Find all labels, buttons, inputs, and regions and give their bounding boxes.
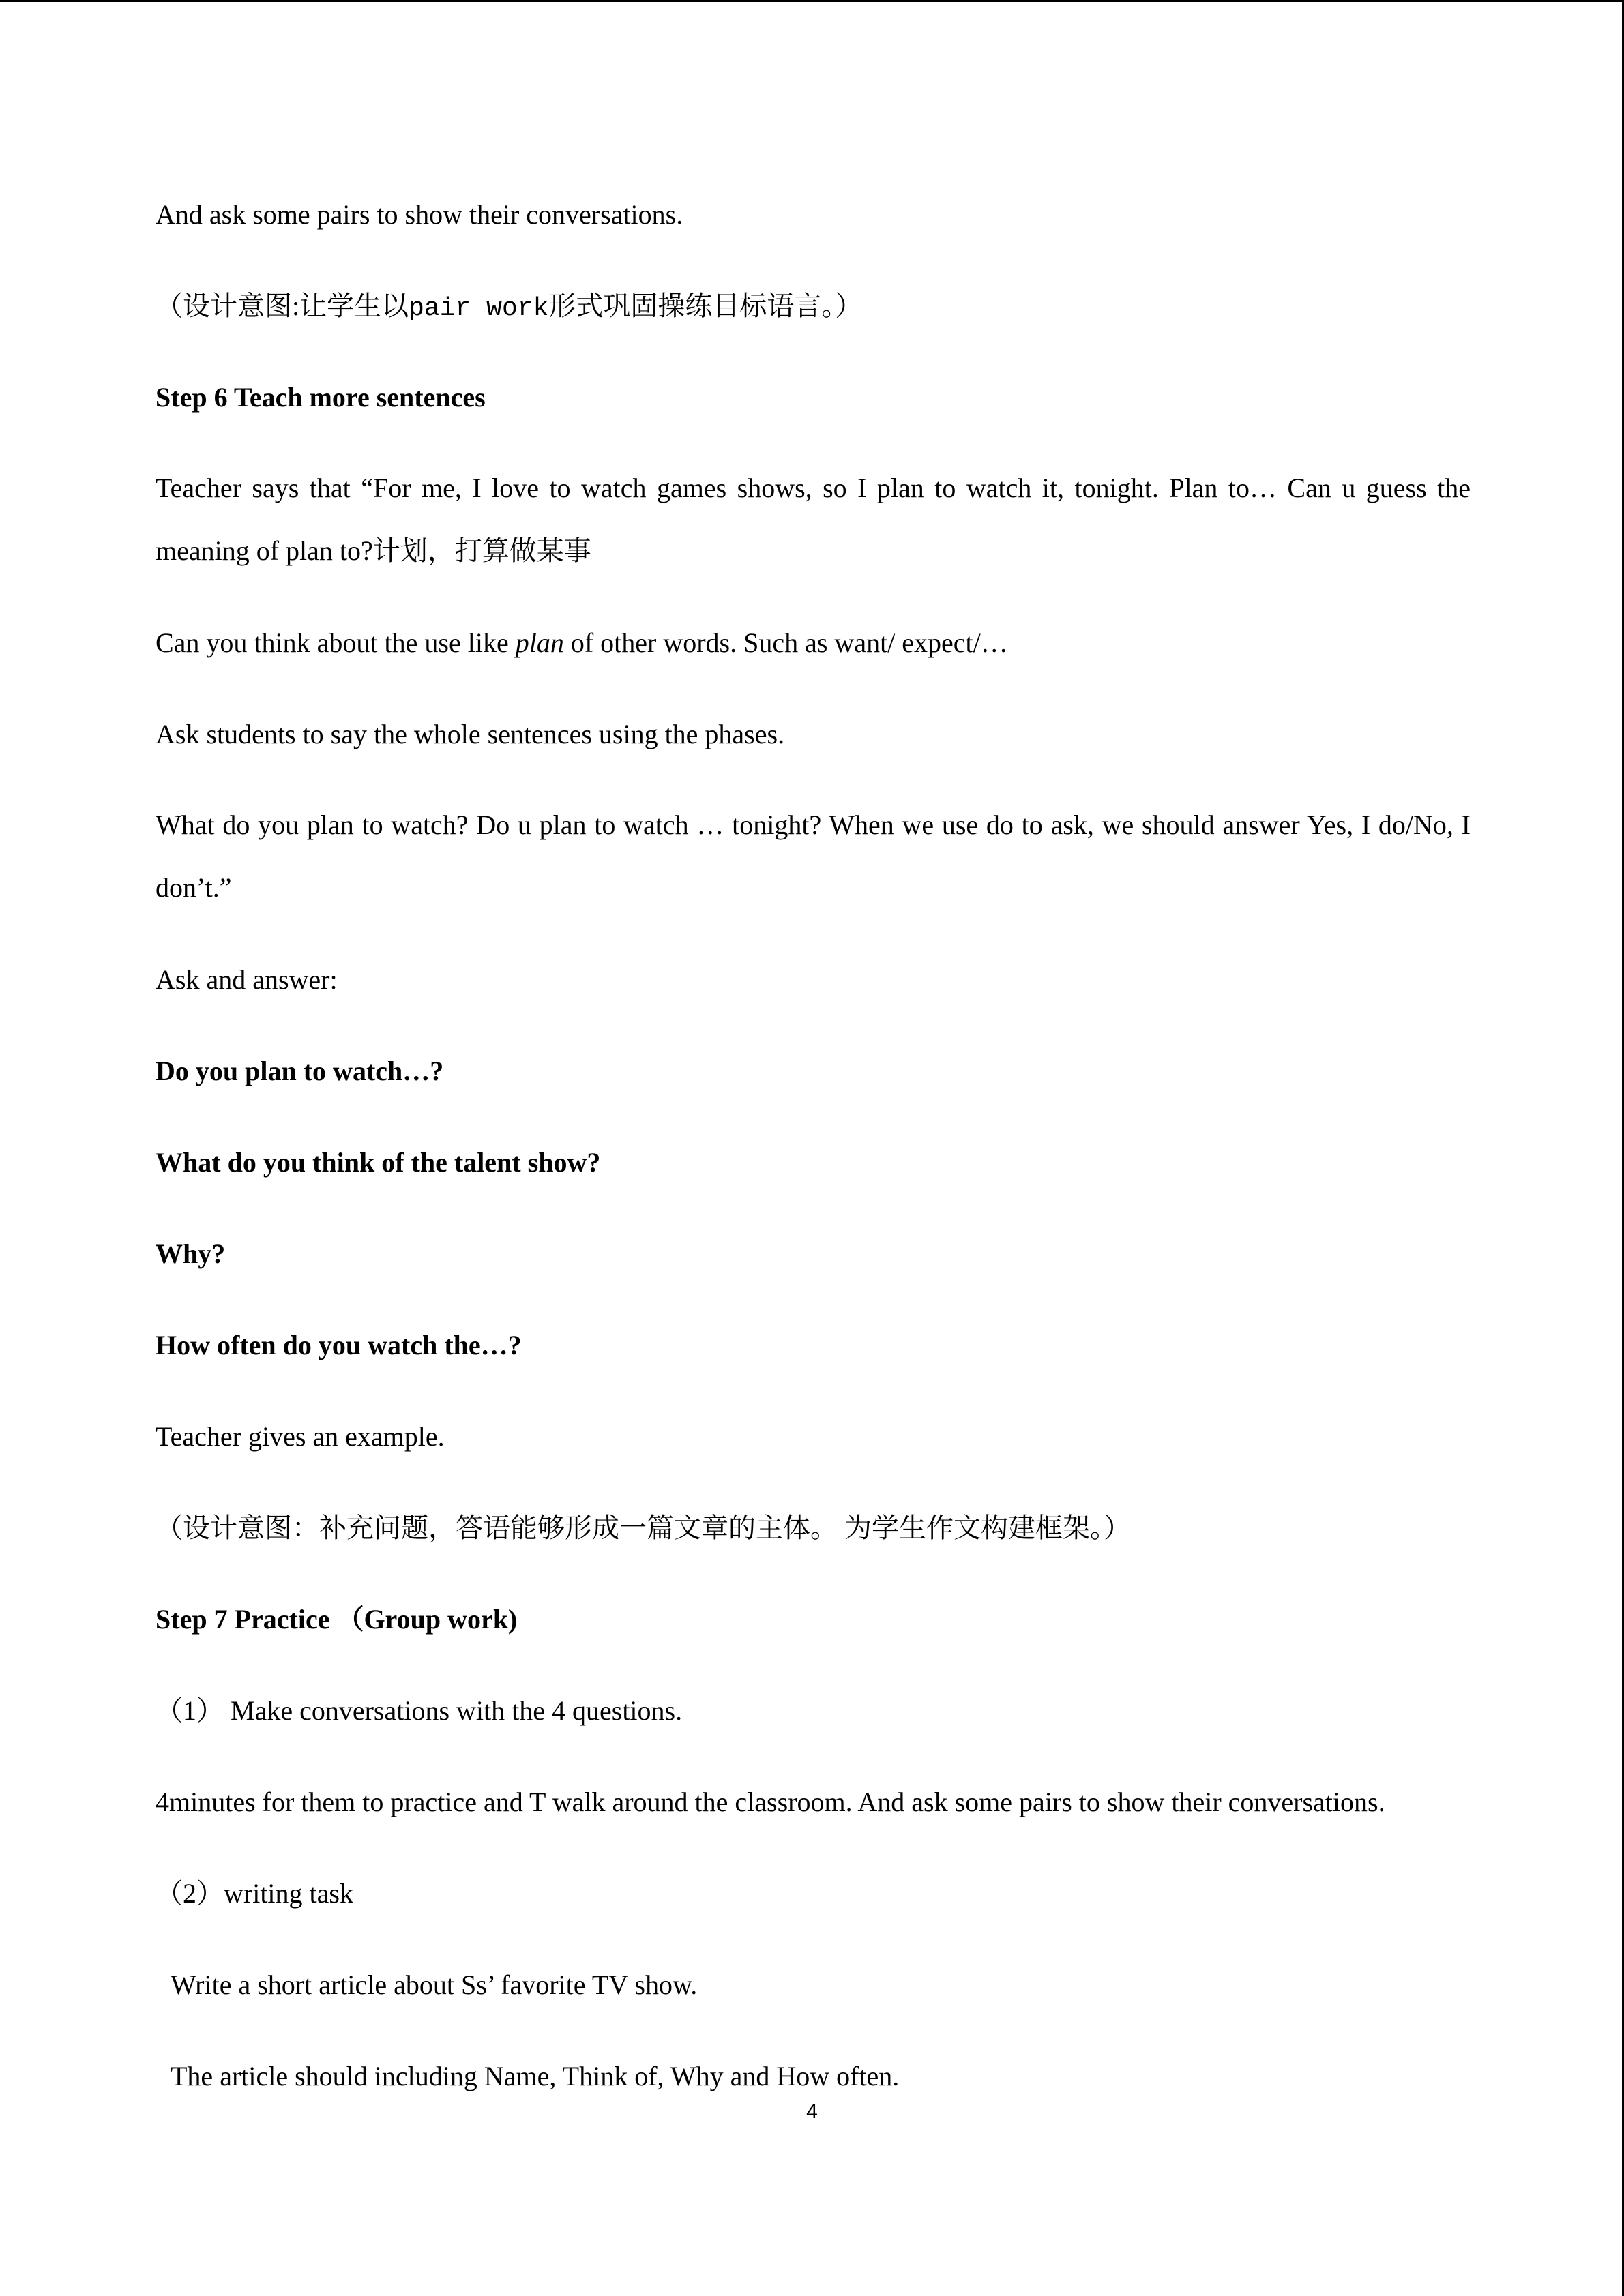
paragraph-write-article: Write a short article about Ss’ favorite TV show.	[171, 1969, 698, 2000]
design-intent-note-1	[156, 274, 1471, 341]
page-number: 4	[806, 2100, 818, 2123]
page-top-border	[0, 0, 1624, 2]
note-text-mono: pair work	[409, 294, 549, 323]
paragraph-what-do-you-plan: What do you plan to watch? Do u plan to watch … tonight? When we use do to ask, we should answer Yes, I do/No, I don’t.”	[156, 809, 1471, 903]
practice-item-1: （1） Make conversations with the 4 questions.	[156, 1695, 683, 1726]
paragraph-text-part: Can you think about the use like	[156, 627, 516, 658]
note-text-part: 形式巩固操练目标语言。）	[548, 290, 863, 321]
paragraph-pairs-show	[156, 183, 1471, 247]
note-text-part: （设计意图:让学生以	[156, 290, 409, 321]
step-6-heading: Step 6 Teach more sentences	[156, 382, 486, 413]
paragraph-ask-students: Ask students to say the whole sentences using the phases.	[156, 719, 785, 749]
question-why: Why?	[156, 1238, 226, 1269]
paragraph-teacher-example: Teacher gives an example.	[156, 1421, 445, 1452]
paragraph-plan-words	[156, 611, 1471, 675]
paragraph-article-includes: The article should including Name, Think of, Why and How often.	[171, 2061, 900, 2091]
paragraph-ask-and-answer: Ask and answer:	[156, 964, 338, 995]
paragraph-text-part: of other words. Such as want/ expect/…	[563, 627, 1008, 658]
italic-word-plan: plan	[515, 627, 564, 658]
question-plan-to-watch: Do you plan to watch…?	[156, 1056, 444, 1086]
paragraph-teacher-says: Teacher says that “For me, I love to watch games shows, so I plan to watch it, tonight. Plan to… Can u guess the meaning of plan to?计划，打算做某事	[156, 473, 1471, 566]
design-intent-note-2: （设计意图：补充问题，答语能够形成一篇文章的主体。 为学生作文构建框架。）	[156, 1512, 1131, 1543]
question-how-often: How often do you watch the…?	[156, 1330, 522, 1360]
paragraph-four-minutes: 4minutes for them to practice and T walk around the classroom. And ask some pairs to show their conversations.	[156, 1787, 1385, 1817]
step-7-heading: Step 7 Practice （Group work)	[156, 1604, 518, 1635]
paragraph-text: And ask some pairs to show their conversations.	[156, 199, 683, 230]
practice-item-2: （2）writing task	[156, 1878, 353, 1909]
question-think-of-talent-show: What do you think of the talent show?	[156, 1147, 601, 1178]
